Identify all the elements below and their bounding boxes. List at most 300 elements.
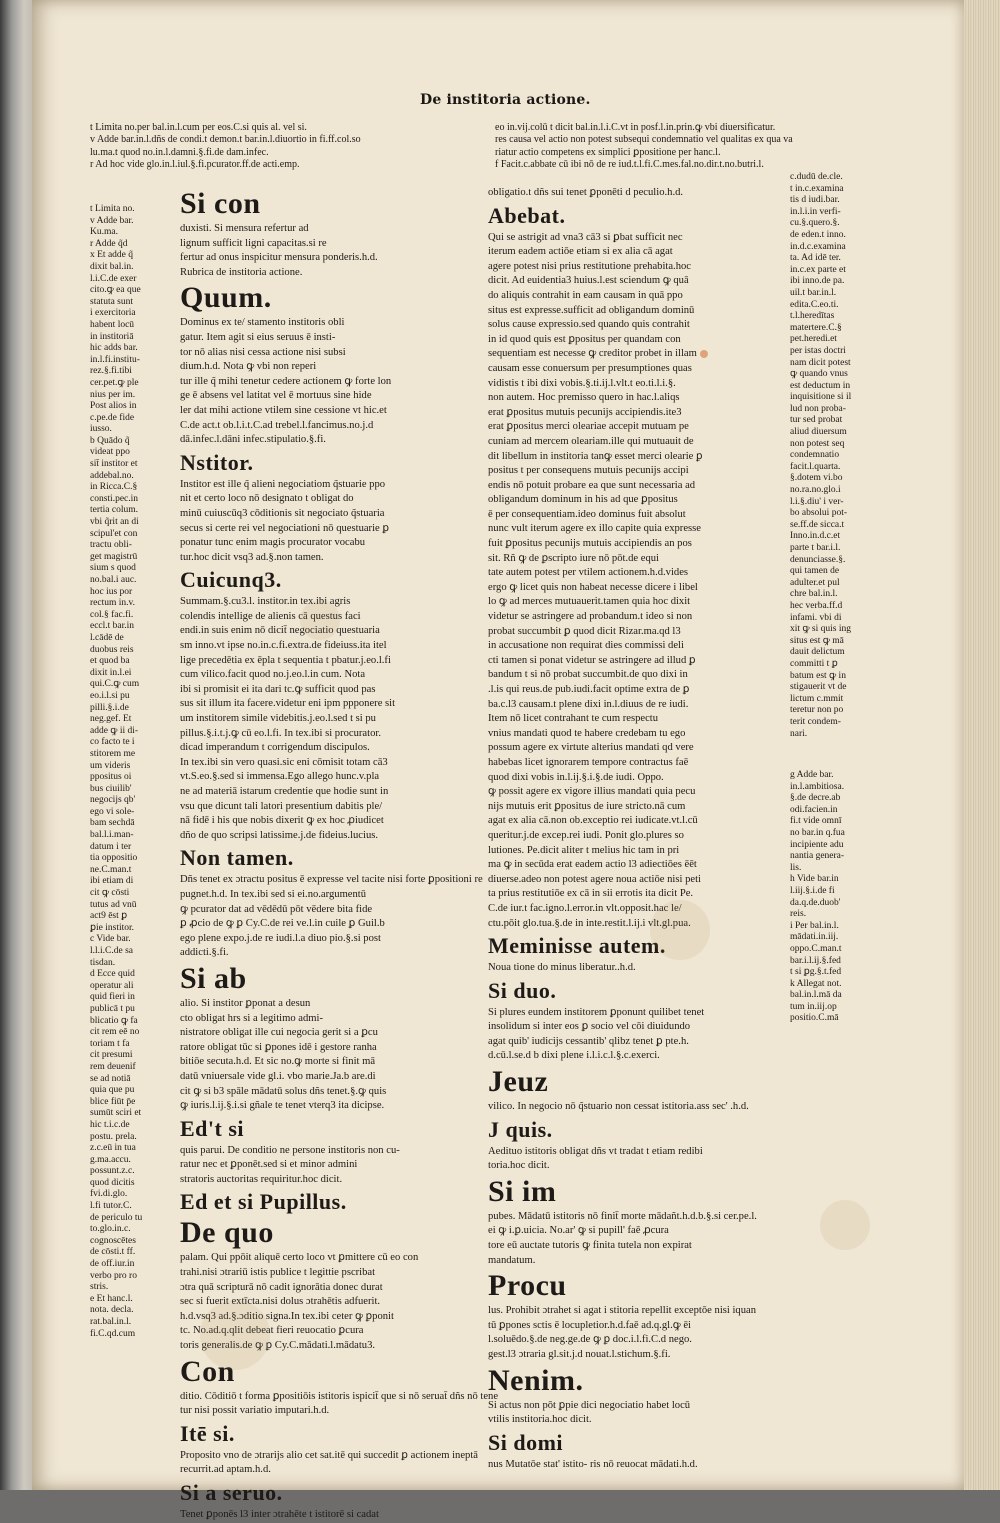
margin-note-line: i Per bal.in.l. [790,920,839,931]
text-line: ꝑ ꝓcio de ꝙ ꝑ Cy.C.de rei ve.l.in cuile ꝑ Guil.b [180,918,385,930]
margin-note-line: pet.heredi.et [790,334,837,345]
margin-note-line: est deductum in [790,380,851,391]
text-line: dicit. Ad euidentia3 huius.l.est sciendum ꝙ quā [488,275,689,287]
section-rubric: Nenim. [488,1363,584,1397]
main-column-right [488,186,788,1470]
text-line: tur nisi possit variatio imputari.h.d. [180,1405,330,1417]
section-rubric: Si ab [180,961,247,995]
margin-note-line: edita.C.eo.ti. [790,299,839,310]
margin-note-line: um videris [90,760,131,771]
margin-note-line: nota. decla. [90,1305,134,1316]
text-line: nistratore obligat ille cui negocia gerit si a ꝑcu [180,1027,378,1039]
text-line: vtilis institoria.hoc dicit. [488,1414,592,1426]
text-line: nit et certo loco nō designato t obligat do [180,493,354,505]
text-line: In tex.ibi sin vero quasi.sic eni cōmisit totam cā3 [180,756,388,768]
gloss-line: v Adde bar.in.l.dñs de condi.t demon.t bar.in.l.diuortio in fi.ff.col.so [90,134,361,146]
text-line: gest.l3 ɔtraria gl.sit.j.d nouat.l.stichum.§.fi. [488,1349,671,1360]
margin-note-line: se ad notiā [90,1073,131,1084]
margin-note-line: act9 ēst ꝑ [90,911,128,922]
text-line: Proposito vno de ɔtrarijs alio cet sat.itē qui succedit ꝑ actionem ineptā [180,1449,478,1461]
margin-note-line: fi.C.qd.cum [90,1328,136,1339]
margin-note-line: negocijs qb' [90,795,136,806]
text-line: cit ꝙ si b3 spāle mādatū solus dñs tenet.§.ꝙ quis [180,1085,387,1097]
margin-note-line: aliud diuersum [790,427,847,438]
text-line: ꝙ possit agere ex vigore illius mandati quia pecu [488,786,696,798]
margin-note-line: dixit bal.in. [90,261,134,272]
margin-note-line: vbi q̃rit an di [90,517,139,528]
text-line: ponatur tunc enim magis procurator vocabu [180,537,366,549]
text-line: insolidum si inter eos ꝑ socio vel cōi diuidundo [488,1021,691,1033]
margin-note-line: situs est ꝙ mā [790,635,844,646]
text-line: secus si certe rei vel negociationi nō questuarie ꝑ [180,522,390,534]
text-line: erat ꝑpositus mutuis pecunijs accipiendis.ite3 [488,406,682,418]
margin-note-line: hec verba.ff.d [790,600,843,611]
margin-note-line: oppo.C.man.t [790,943,842,954]
section-rubric: Si duo. [488,977,557,1003]
margin-note-line: nari. [790,728,808,739]
text-line: tc. No.ad.q.qlit debeat fieri reuocatio ꝑcura [180,1325,364,1337]
margin-note-line: de off.iur.in [90,1259,135,1270]
text-line: vidistis t ibi dixi vobis.§.ti.ij.l.vlt.t eo.ti.l.i.§. [488,377,676,389]
paper-age-spot [300,600,340,640]
margin-note-line: qui.C.ꝙ cum [90,679,140,690]
text-line: in accusatione non requirat dies commissi deli [488,640,684,652]
margin-note-line: sium s quod [90,563,136,574]
text-line: nus Mutatōe stat' istito- ris nō reuocat mādati.h.d. [488,1458,698,1470]
margin-note-line: dixit in.l.ei [90,667,132,678]
text-line: lignum sufficit ligni capacitas.si re [180,237,327,249]
margin-note-line: stigauerit vt de [790,682,847,693]
margin-note-line: in.l.ambitiosa. [790,781,845,792]
margin-note-line: neg.gef. Et [90,714,132,725]
margin-note-line: datum i ter [90,841,132,852]
text-line: bandum t si nō probat succumbit.de quo dixi in [488,669,688,681]
margin-note-line: hic t.i.c.de [90,1119,130,1130]
text-line: ibi si promisit ei ita dari tc.ꝙ sufficit quod pas [180,683,376,695]
text-line: gatur. Item agit si eius seruus ē insti- [180,331,336,343]
text-line: colendis intellige de alienis cā questus faci [180,610,361,622]
margin-note-line: consti.pec.in [90,493,139,504]
text-line: sus sit illum ita facere.videtur eni ipm ppponere sit [180,698,396,710]
margin-note-line: eo.i.l.si pu [90,690,130,701]
margin-note-line: matertere.C.§ [790,322,842,333]
margin-note-line: adde ꝙ ii di- [90,725,139,736]
text-line: ratore obligat tūc si ꝑpones idē i gestore ranha [180,1041,377,1053]
margin-note-line: incipiente adu [790,839,844,850]
margin-note-line: pilli.§.i.de [90,702,129,713]
text-line: Rubrica de institoria actione. [180,266,303,278]
text-line: tor nō alias nisi cessa actione nisi subsi [180,346,346,358]
text-line: pubes. Mādatū istitoris nō finit̄ morte mādañt.h.d.b.§.si cer.pe.l. [488,1210,757,1222]
text-line: bitiōe secuta.h.d. Et sic no.ꝙ morte si finit mā [180,1056,376,1068]
section-rubric: Si domi [488,1429,564,1455]
margin-note-line: t si ꝑg.§.t.fed [790,967,842,978]
text-line: palam. Qui ppōit aliquē certo loco vt ꝑmittere cū eo con [180,1252,419,1264]
text-line: endis nō potuit probare ea que sunt necessaria ad [488,479,696,491]
text-line: agat quib' iudicijs cessantib' qlibz tenet ꝑ pte.h. [488,1035,689,1047]
margin-note-line: positio.C.mā [790,1013,839,1024]
margin-note-line: no bar.in q.fua [790,827,845,838]
margin-note-line: cit presumi [90,1050,133,1061]
text-line: nā fidē i his que nobis dixerit ꝙ ex hoc ꝓiudicet [180,815,384,827]
text-line: lige precedētia ex ēpla t sequentia t pbatur.j.eo.l.fi [180,654,391,666]
margin-note-line: mādati.in.iij. [790,932,839,943]
margin-note-line: lud non proba- [790,403,846,414]
margin-note-line: bal.in.l.mā da [790,990,842,1001]
section-rubric: Con [180,1354,235,1388]
text-line: vsu que dicunt tali latori presentium dabitis ple/ [180,800,383,812]
text-line: causam esse conuersum per presumptiones quas [488,362,692,374]
text-line: fertur ad onus inspicitur mensura ponderis.h.d. [180,252,378,264]
margin-note-line: statuta sunt [90,296,134,307]
section-rubric: De quo [180,1216,274,1250]
text-line: lutiones. Pe.dicit aliter t melius hic tam in pri [488,844,680,856]
margin-note-line: c.dudū de.cle. [790,172,843,182]
text-line: mandatum. [488,1254,536,1266]
text-line: Si actus non pōt ꝑpie dici negociatio habet locū [488,1399,691,1411]
margin-note-line: bo absolui pot- [790,508,847,519]
margin-note-line: batum est ꝙ in [790,670,846,681]
margin-note-line: r Adde q̃d [90,238,128,249]
margin-note-line: in.c.ex parte et [790,264,846,275]
margin-note-line: reis. [790,909,807,920]
text-line: dño de quo scripsi latissime.j.de fideius.lucius. [180,829,379,841]
margin-note-line: se.ff.de sicca.t [790,519,845,530]
margin-note-line: bal.l.i.man- [90,830,134,841]
section-rubric: Non tamen. [180,845,294,871]
text-line: erat ꝑpositus merci oleariae accepit mutuam pe [488,421,689,433]
margin-note-line: rez.§.fi.tibi [90,366,132,377]
margin-note-line: k Allegat not. [790,978,842,989]
gloss-line: lu.ma.t quod no.in.l.damni.§.fi.de dam.infec. [90,146,269,158]
margin-note-line: l.cādē de [90,632,124,643]
text-line: diuerse.adeo non potest agere noua actiōe nisi peti [488,873,701,885]
margin-note-line: in.d.c.examina [790,241,846,252]
margin-note-line: lis. [790,862,802,873]
margin-note-line: Inno.in.d.c.et [790,531,841,542]
margin-note-line: l.fi tutor.C. [90,1201,132,1212]
margin-note-line: possunt.z.c. [90,1166,135,1177]
margin-note-line: ppositus oi [90,772,132,783]
margin-note-line: d Ecce quid [90,969,135,980]
gloss-line: eo in.vij.colū t dicit bal.in.l.i.C.vt in posf.l.in.prin.ꝙ vbi diuersificatur. [495,122,776,133]
margin-note-line: l.l.i.C.de sa [90,946,134,956]
text-line: Aedituo istitoris obligat dñs vt tradat t etiam redibi [488,1145,703,1157]
section-rubric: J quis. [488,1116,553,1142]
margin-note-line: condemnatio [790,450,840,461]
margin-note-line: t Limita no. [90,204,135,214]
section-rubric: Jeuz [488,1065,549,1099]
margin-note-line: tractu obli- [90,540,132,551]
text-line: situs est expresse.sufficit ad obligandum dominū [488,304,695,316]
margin-note-line: in Ricca.C.§ [90,482,138,493]
text-line: ctu.pōit glo.tua.§.de in inte.restit.l.ij.i vlt.gl.pua. [488,917,691,929]
margin-note-line: nantia genera- [790,851,845,862]
text-line: .l.is qui reus.de pub.iudi.facit optime extra de ꝑ [488,684,690,695]
text-line: dit libellum in institoria tanꝙ esset merci olearie ꝑ [488,450,703,462]
text-line: dā.infec.l.dāni infec.stipulatio.§.fi. [180,434,326,446]
margin-note-line: c.pe.de fide [90,412,135,423]
text-line: Item nō licet contrahant te cum respectu [488,713,659,725]
text-line: duxisti. Si mensura refertur ad [180,223,309,234]
text-line: toria.hoc dicit. [488,1160,550,1172]
margin-note-line: terit condem- [790,716,841,727]
paper-age-spot [650,900,710,960]
text-line: sit. Rñ ꝙ de ꝑscripto iure nō pōt.de equi [488,552,659,564]
section-rubric: Quum. [180,281,272,315]
margin-note-line: bus ciuilib' [90,783,132,794]
text-line: l.soluēdo.§.de neg.ge.de ꝙ ꝑ doc.i.l.fi.C.d nego. [488,1334,692,1346]
text-line: sec si fuerit extīcta.nisi dolus ɔtrahētis adfuerit. [180,1296,381,1308]
text-line: non autem. Hoc premisso quero in hac.l.aliqs [488,392,680,404]
margin-note-line: Post alios in [90,401,137,412]
margin-note-line: i exercitoria [90,308,136,319]
page-fore-edge [964,0,1000,1490]
text-line: C.de act.t ob.l.i.t.C.ad trebel.l.fancimus.no.j.d [180,419,374,431]
text-line: Institor est ille q̃ alieni negociatiom q̃stuarie ppo [180,478,386,490]
text-line: habebas licet ignorarem tempore contractus faē [488,756,689,768]
text-line: agere potest nisi prius restitutione prehabita.hoc [488,260,691,272]
text-line: Dominus ex te/ stamento institoris obli [180,317,345,329]
section-rubric: Ed't si [180,1115,245,1141]
margin-note-line: t.l.heredītas [790,311,835,322]
text-line: dicad imperandum t corrigendum discipulos. [180,742,370,754]
text-line: videtur se astringere ad probandum.t ideo si non [488,611,693,623]
margin-note-line: iusso. [90,424,112,435]
margin-note-line: §.de decre.ab [790,793,841,804]
right-margin-lower-notes [790,770,880,1070]
text-line: trahi.nisi ɔtrariū istis publice t legittie pscribat [180,1267,376,1279]
margin-note-line: col.§ fac.fi. [90,609,134,620]
margin-note-line: tum in.iij.op [790,1001,837,1012]
text-line: cum vilico.facit quod no.j.eo.l.in cum. Nota [180,669,366,681]
margin-note-line: fvi.di.glo. [90,1189,128,1200]
text-line: ler dat mihi actione vtilem sine cessione vt hic.et [180,404,387,416]
text-line: ɔtra quā scripturā nō cadit ignorātia donec durat [180,1281,383,1293]
text-line: Si plures eundem institorem ꝑponunt quilibet tenet [488,1006,705,1018]
text-line: Dñs tenet ex ɔtractu positus ē expresse vel tacite nisi forte ꝑpositioni re [180,874,483,886]
margin-note-line: cu.§.quero.§. [790,218,840,229]
margin-note-line: cer.pet.ꝙ ple [90,377,139,388]
margin-note-line: uil.t bar.in.l. [790,287,837,298]
text-line: d.cū.l.se.d b dixi plene i.l.i.c.l.§.c.exerci. [488,1050,660,1062]
margin-note-line: cit ꝙ cōsti [90,888,130,899]
section-rubric: Nstitor. [180,449,254,475]
text-line: pillus.§.i.t.j.ꝙ cū eo.l.fi. In tex.ibi si procurator. [180,727,381,739]
text-line: ꝙ pcurator dat ad vēdēdū pōt vēdere bita fide [180,903,373,915]
margin-note-line: sumūt sciri et [90,1108,142,1119]
margin-note-line: postu. prela. [90,1131,137,1142]
text-line: lo ꝙ ad merces mutuauerit.tamen quia hoc dixit [488,596,691,608]
text-line: quod dixi vobis in.l.ij.§.i.§.de iudi. Oppo. [488,771,664,783]
margin-note-line: stris. [90,1282,109,1293]
margin-note-line: x Et adde q̃ [90,250,134,261]
section-rubric: Procu [488,1269,567,1303]
gloss-line: riatur actio competens ex simplici ꝑpositione per hanc.l. [495,146,721,158]
section-rubric: Abebat. [488,202,566,228]
margin-note-line: ego vi sole- [90,806,135,817]
margin-note-line: non potest seq [790,438,845,449]
margin-note-line: de periculo tu [90,1212,143,1223]
text-line: dium.h.d. Nota ꝙ vbi non reperi [180,361,317,373]
margin-note-line: no.ra.no.glo.i [790,485,841,496]
margin-note-line: §.dotem vi.bo [790,473,843,484]
margin-note-line: e Et hanc.l. [90,1293,133,1304]
margin-note-line: bam sechdā [90,818,135,829]
margin-note-line: hoc ius por [90,586,133,597]
margin-note-line: ꝑie institor. [90,922,135,933]
text-line: datū vniuersale vide gl.i. vbo marie.Ja.b are.di [180,1070,376,1082]
section-rubric: Ed et si Pupillus. [180,1189,347,1215]
right-margin-notes [790,172,880,762]
margin-note-line: de cōsti.t ff. [90,1247,136,1258]
margin-note-line: g Adde bar. [790,770,834,780]
text-line: solus cause expressio.sed quando quis contrahit [488,319,690,331]
margin-note-line: operatur ali [90,980,134,991]
margin-note-line: tertia colum. [90,505,139,516]
section-rubric: Cuicunq3. [180,567,282,593]
text-line: possum agere ex virtute alterius mandati qd vere [488,742,694,754]
margin-note-line: g.ma.accu. [90,1154,131,1165]
gloss-line: r Ad hoc vide glo.in.l.iul.§.fi.pcurator.ff.de acti.emp. [90,159,300,171]
margin-note-line: qui tamen de [790,566,840,577]
margin-note-line: in.l.fi.institu- [90,354,140,365]
margin-note-line: rem deuenif [90,1061,136,1072]
left-margin-notes [90,204,170,1404]
margin-note-line: toriam t fa [90,1038,130,1049]
margin-note-line: denunciasse.§. [790,554,846,565]
text-line: minū cuiuscūq3 cōditionis sit negociato q̃stuaria [180,507,385,519]
margin-note-line: addebal.no. [90,470,134,481]
text-line: addicti.§.fi. [180,947,229,959]
text-line: queritur.j.de excep.rei iudi. Ponit glo.plures so [488,829,684,841]
text-line: tate autem potest per vtilem actionem.h.d.vides [488,567,689,579]
margin-note-line: b Quādo q̃ [90,435,130,446]
margin-note-line: teretur non po [790,705,844,716]
margin-note-line: co facto te i [90,737,135,748]
margin-note-line: tis d iudi.bar. [790,195,840,206]
margin-note-line: duobus reis [90,644,134,655]
section-rubric: Itē si. [180,1420,235,1446]
text-line: lus. Prohibit ɔtrahet si agat i stitoria repellit exceptōe nisi iquan [488,1305,757,1317]
margin-note-line: sit̄ institor et [90,459,138,470]
margin-note-line: ibi inno.de pa. [790,276,845,287]
text-line: iterum eadem actiōe etiam si ex alia cā agat [488,246,673,258]
margin-note-line: blicatio ꝙ fa [90,1015,138,1026]
margin-note-line: verbo pro ro [90,1270,137,1281]
text-line: nunc vult iterum agere ex illo capite quia expresse [488,523,701,535]
margin-note-line: odi.facien.in [790,804,838,815]
text-line: vnius mandati quod te habere credebam tu ego [488,727,686,739]
margin-note-line: l.i.§.diu' i ver- [790,496,844,507]
paper-age-spot [200,1300,270,1370]
text-line: Summam.§.cu3.l. institor.in tex.ibi agris [180,596,351,608]
text-line: sm inno.vt ipse no.in.c.fi.extra.de fideiuss.ita itel [180,640,387,652]
text-line: tore eū auctate tutoris ꝙ finita tutela non expirat [488,1240,692,1252]
text-line: alio. Si institor ꝑponat a desun [180,997,311,1009]
text-line: tū ꝑpones sctis ē locupletior.h.d.faē ad.q.gl.ꝙ ēi [488,1319,691,1331]
text-line: do aliquis contrahit in eam causam in quā ppo [488,289,683,301]
margin-note-line: cognoscētes [90,1235,136,1246]
text-line: sequentiam est necesse ꝙ creditor probet in illam [488,348,697,360]
text-line: Noua tione do minus liberatur..h.d. [488,962,636,974]
margin-note-line: facit.l.quarta. [790,461,841,472]
text-line: vt.S.eo.§.sed si immensa.Ego allego hunc.v.pla [180,771,380,783]
margin-note-line: inquisitione si il [790,392,852,403]
text-line: um institorem simile videbitis.j.eo.l.sed t si pu [180,713,376,725]
text-line: probat succumbit ꝑ quod dicit Rizar.ma.qd l3 [488,625,681,637]
text-line: h.d.vsq3 ad.§.ɔditio signa.In tex.ibi ceter ꝙ ꝑponit [180,1310,394,1322]
text-line: pugnet.h.d. In tex.ibi sed si ei.no.argumentū [180,888,367,900]
margin-note-line: publicā t pu [90,1003,135,1014]
section-rubric: Si im [488,1174,557,1208]
text-line: Qui se astrigit ad vna3 cā3 si ꝑbat sufficit nec [488,231,683,243]
text-line: C.de iur.t fac.igno.l.error.in vlt.opposit.hac le/ [488,902,682,914]
text-line: vilico. In negocio nō q̃stuario non cessat istitoria.ass sec' .h.d. [488,1101,749,1113]
margin-note-line: chre bal.in.l. [790,589,838,600]
text-line: recurrit.ad aptam.h.d. [180,1464,271,1476]
text-line: endi.in suis enim nō dicit̄ negociatio questuaria [180,625,380,637]
text-line: positus t per consequens mutuis pecunijs accipi [488,465,689,477]
text-line: ma ꝙ in secūda erat eadem actio l3 adiectiōes ēēt [488,859,697,871]
text-line: ē per consequentiam.ideo dominus fuit absolut [488,508,686,520]
margin-note-line: quid fieri in [90,992,135,1003]
gloss-line: f Facit.c.abbate cū ibi nō de re iud.t.l.fi.C.mes.fal.no.dir.t.no.butri.l. [495,159,764,171]
margin-note-line: et quod ba [90,656,130,667]
margin-note-line: l.i.C.de exer [90,273,137,284]
text-line: tur.hoc dicit vsq3 ad.§.non tamen. [180,551,324,563]
text-line: obligandum dominum in his ad que ꝑpositus [488,494,678,506]
margin-note-line: tutus ad vnū [90,899,137,910]
text-line: ratur nec et ꝑponēt.sed si et minor admini [180,1159,358,1171]
text-line: toris generalis.de ꝙ ꝑ Cy.C.mādati.l.mādatu3. [180,1340,376,1352]
margin-note-line: z.c.eū in tua [90,1143,136,1154]
text-line: ergo ꝙ licet quis non habeat necesse dicere i libel [488,581,698,593]
margin-note-line: rat.bal.in.l. [90,1317,132,1327]
margin-note-line: scipul'et con [90,528,138,539]
margin-note-line: bar.i.l.ij.§.fed [790,955,841,966]
text-line: agat ex alia cā.non ob.exceptio rei iudicate.vt.l.cū [488,815,698,827]
text-line: obligatio.t dñs sui tenet ꝑponēti d peculio.h.d. [488,187,684,198]
margin-note-line: quia que pu [90,1085,135,1096]
margin-note-line: tisdan. [90,957,116,968]
gloss-line: t Limita no.per bal.in.l.cum per eos.C.si quis al. vel si. [90,122,307,133]
margin-note-line: blice fiūt p̄e [90,1096,136,1107]
margin-note-line: in.l.i.in verfi- [790,206,841,217]
margin-note-line: in institoriā [90,331,134,342]
margin-note-line: adulter.et pul [790,577,840,588]
margin-note-line: habent locū [90,319,135,330]
margin-note-line: l.iij.§.i.de fi [790,885,835,896]
text-line: ba.c.l3 causam.t plene dixi in.l.diuus de re iudi. [488,698,689,710]
margin-note-line: c Vide bar. [90,934,131,945]
margin-note-line: xit ꝙ si quis ing [790,624,851,635]
gloss-line: res causa vel actio non potest subsequi condemnatio vel qualitas ex qua va [495,134,793,146]
margin-note-line: per istas doctri [790,345,846,356]
text-line: tur ille q̃ mihi tenetur cedere actionem ꝙ forte lon [180,375,392,387]
text-line: ꝙ iuris.l.ij.§.i.si gñale te tenet vterq3 ita dicipse. [180,1100,385,1112]
text-line: ta prius restitutiōe ex cā in sii errotis ita dicit Pe. [488,888,694,900]
margin-note-line: cit rem eē no [90,1027,140,1038]
text-line: Tenet ꝑponēs l3 inter ɔtrahēte t istitorē si cadat [180,1509,379,1520]
section-rubric: Meminisse autem. [488,933,666,959]
text-line: ei ꝙ i.ꝑ.uicia. No.ar' ꝙ si pupill' faē ꝓcura [488,1225,669,1237]
text-line: nijs mutuis erit ꝑpositus de iure stricto.nā cum [488,800,686,812]
margin-note-line: nius per im. [90,389,136,400]
margin-note-line: fi.t vide omnī [790,816,842,827]
margin-note-line: dauit delictum [790,647,845,658]
margin-note-line: quod dicitis [90,1177,135,1188]
